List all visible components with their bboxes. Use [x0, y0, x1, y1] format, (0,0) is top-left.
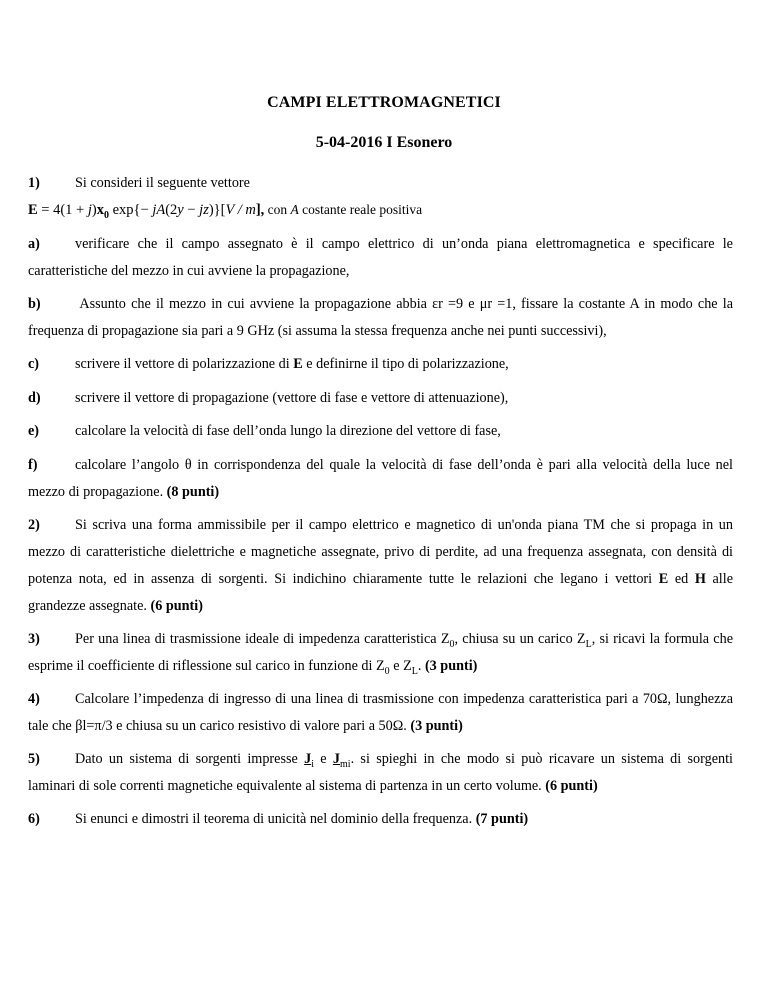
q6-line — [28, 810, 733, 828]
eq-tail1: con — [264, 202, 291, 217]
q1-c-label: c) — [28, 356, 40, 372]
q3-points: (3 punti) — [424, 658, 478, 674]
q1-e-text: calcolare la velocità di fase dell’onda lungo la direzione del vettore di fase, — [75, 423, 501, 439]
q2-text4: grandezze assegnate. — [28, 598, 151, 614]
q1-points: (8 punti) — [166, 484, 220, 500]
q5-points: (6 punti) — [545, 778, 598, 794]
q5-text1a: Dato un sistema di sorgenti impresse — [75, 751, 305, 767]
q1-b-line1 — [28, 295, 733, 313]
q1-f-line1 — [28, 456, 733, 474]
eq-jz: jz — [199, 202, 209, 218]
q2-line1 — [28, 516, 733, 534]
q1-c-post: e definirne il tipo di polarizzazione, — [302, 356, 509, 372]
q6-points: (7 punti) — [475, 811, 529, 827]
q3-sub1: 0 — [449, 638, 455, 650]
q3-sub2: L — [585, 638, 592, 650]
q5-line2 — [28, 777, 733, 795]
q1-e-line — [28, 422, 733, 440]
q1-intro — [28, 174, 733, 192]
q1-f-line2 — [28, 483, 733, 501]
q3-number: 3) — [28, 631, 40, 647]
eq-y: y — [177, 202, 184, 218]
eq-paren: (2 — [165, 202, 178, 218]
q1-c-E: E — [293, 356, 303, 372]
q1-d-label: d) — [28, 390, 41, 406]
q2-ed: ed — [668, 571, 695, 587]
q1-a-text1: verificare che il campo assegnato è il campo elettrico di un’onda piana elettromagnetica e specificare le — [75, 236, 733, 252]
eq-exp: exp{− — [108, 202, 153, 218]
eq-part1: = 4(1 + — [37, 202, 88, 218]
q2-E: E — [658, 571, 669, 587]
q2-line4 — [28, 597, 733, 615]
q5-line1 — [28, 750, 733, 774]
q3-text1a: Per una linea di trasmissione ideale di impedenza caratteristica Z — [75, 631, 450, 647]
q1-f-text2: mezzo di propagazione. — [28, 484, 167, 500]
q5-J: J — [304, 751, 312, 767]
q4-line1 — [28, 690, 733, 708]
q5-Jm: J — [332, 751, 340, 767]
q5-J-sub: i — [311, 758, 314, 770]
q1-a-line1 — [28, 235, 733, 253]
eq-unit: V / m — [225, 202, 256, 218]
q1-equation — [28, 201, 733, 225]
q4-text2: tale che βl=π/3 e chiusa su un carico resistivo di valore pari a 50Ω. — [28, 718, 411, 734]
q4-line2 — [28, 717, 733, 735]
q2-number: 2) — [28, 517, 40, 533]
eq-minus: − — [183, 202, 200, 218]
q1-b-text1: Assunto che il mezzo in cui avviene la propagazione abbia εr =9 e μr =1, fissare la costante A in modo che la — [75, 296, 733, 312]
q1-f-label: f) — [28, 457, 38, 473]
q1-b-line2: frequenza di propagazione sia pari a 9 GHz (si assuma la stessa frequenza anche nei punti successivi), — [28, 323, 607, 339]
q1-e-label: e) — [28, 423, 40, 439]
q1-b-label: b) — [28, 296, 41, 312]
q3-text1e: , si ricavi la formula che — [591, 631, 733, 647]
q4-number: 4) — [28, 691, 40, 707]
q3-line2 — [28, 657, 733, 681]
q3-text2a: esprime il coefficiente di riflessione sul carico in funzione di Z — [28, 658, 385, 674]
q2-text3: potenza nota, ed in assenza di sorgenti. Si indichino chiaramente tutte le relazioni che legano i vettori — [28, 571, 659, 587]
q2-line2: mezzo di caratteristiche dielettriche e magnetiche assegnate, privo di perdite, ad una frequenza assegnata, con densità di — [28, 544, 733, 560]
q3-text2e: . — [417, 658, 425, 674]
q1-intro-text: Si consideri il seguente vettore — [75, 175, 250, 191]
q3-text1c: , chiusa su un carico Z — [454, 631, 586, 647]
q1-d-line — [28, 389, 733, 407]
q3-line1 — [28, 630, 733, 654]
q1-number: 1) — [28, 175, 40, 191]
eq-end: ], — [255, 202, 265, 218]
q5-number: 5) — [28, 751, 40, 767]
eq-jA: jA — [152, 202, 166, 218]
q2-points: (6 punti) — [150, 598, 203, 614]
q5-text2: laminari di sole correnti magnetiche equivalente al sistema di partenza in un certo volume. — [28, 778, 546, 794]
q3-sub3: 0 — [384, 665, 390, 677]
q1-f-text1: calcolare l’angolo θ in corrispondenza del quale la velocità di fase dell’onda è pari alla velocità della luce nel — [75, 457, 733, 473]
eq-x0: x — [96, 202, 104, 218]
q2-line3 — [28, 570, 733, 588]
eq-x0-sub: 0 — [103, 209, 109, 221]
q2-text1: Si scriva una forma ammissibile per il campo elettrico e magnetico di un'onda piana TM che si propaga in un — [75, 517, 733, 533]
eq-close: ) — [91, 202, 97, 218]
eq-brace: )}[ — [208, 202, 226, 218]
q6-text: Si enunci e dimostri il teorema di unicità nel dominio della frequenza. — [75, 811, 476, 827]
q6-number: 6) — [28, 811, 40, 827]
exam-title: 5-04-2016 I Esonero — [315, 134, 453, 151]
q1-a-line2: caratteristiche del mezzo in cui avviene la propagazione, — [28, 263, 350, 279]
q5-text1b: . si spieghi in che modo si può ricavare un sistema di sorgenti — [350, 751, 733, 767]
eq-E-vector: E — [28, 202, 38, 218]
q1-c-line — [28, 355, 733, 373]
q5-and: e — [313, 751, 333, 767]
q5-Jm-sub: mi — [340, 758, 351, 770]
q4-text1: Calcolare l’impedenza di ingresso di una linea di trasmissione con impedenza caratteristica pari a 70Ω, lunghezza — [75, 691, 733, 707]
q3-sub4: L — [411, 665, 418, 677]
q4-points: (3 punti) — [410, 718, 463, 734]
eq-tail2: costante reale positiva — [298, 202, 423, 217]
course-title: CAMPI ELETTROMAGNETICI — [267, 94, 501, 111]
q2-H: H — [694, 571, 706, 587]
q1-c-pre: scrivere il vettore di polarizzazione di — [75, 356, 294, 372]
eq-A: A — [290, 202, 299, 217]
q1-a-label: a) — [28, 236, 40, 252]
q2-alle: alle — [705, 571, 733, 587]
eq-j: j — [87, 202, 92, 218]
q1-d-text: scrivere il vettore di propagazione (vettore di fase e vettore di attenuazione), — [75, 390, 509, 406]
q3-text2c: e Z — [389, 658, 412, 674]
